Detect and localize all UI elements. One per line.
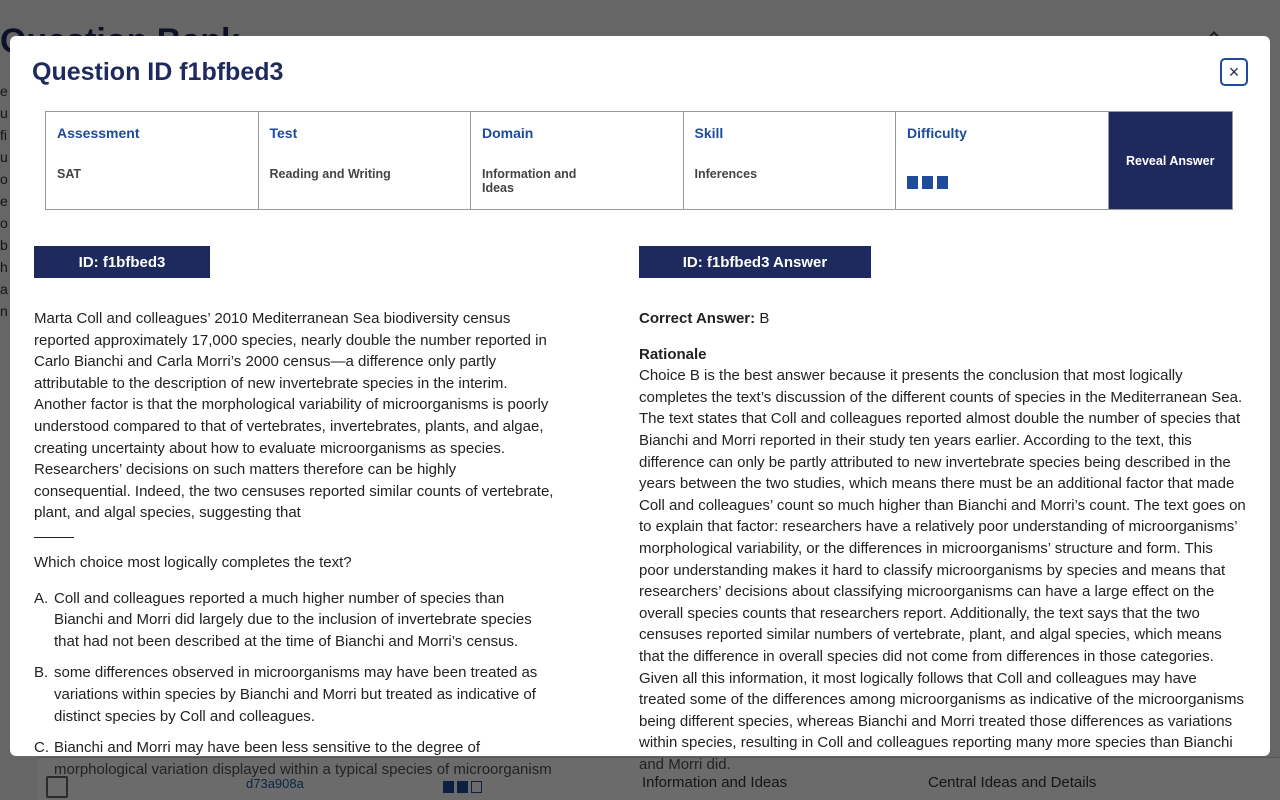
answer-blank [34,524,74,538]
difficulty-bars [907,176,948,189]
choice-letter: A. [34,589,49,607]
correct-answer-value: B [759,310,770,327]
meta-domain [471,112,684,209]
reveal-answer-button[interactable]: Reveal Answer [1109,112,1233,209]
modal-title: Question ID f1bfbed3 [32,58,284,86]
question-passage: Marta Coll and colleagues’ 2010 Mediterranean Sea biodiversity census reported approximately 17,000 species, nearly double the number reported in Carlo Bianchi and Carla Morri’s 2000 census—a difference only partly attributable to the description of new invertebrate species in the interim. Another factor is that the morphological variability of microorganisms is poorly understood compared to that of vertebrates, invertebrates, plants, and algae, creating uncertainty about how to evaluate microorganisms as species. Researchers’ decisions on such matters therefore can be highly consequential. Indeed, the two censuses reported similar counts of vertebrate, plant, and algal species, suggesting that [34,310,554,522]
difficulty-bar [907,176,918,189]
question-prompt: Which choice most logically completes the text? [34,553,352,571]
rationale-heading: Rationale [639,345,707,363]
answer-panel [639,308,1247,775]
close-icon: × [1228,61,1240,82]
meta-difficulty-label: Difficulty [907,125,967,141]
question-modal [10,36,1270,778]
meta-skill [684,112,897,209]
answer-id-banner: ID: f1bfbed3 Answer [639,246,871,278]
question-panel [34,308,554,790]
question-id-banner: ID: f1bfbed3 [34,246,210,278]
correct-answer [639,308,1247,330]
answer-choices [34,588,554,781]
choice-text: some differences observed in microorganisms may have been treated as variations within species by Bianchi and Morri but treated as indicative of distinct species by Coll and colleagues. [54,664,538,725]
difficulty-bar [937,176,948,189]
meta-skill-label: Skill [694,125,724,141]
meta-domain-value: Information and Ideas [482,167,577,195]
choice-a[interactable] [34,588,554,653]
difficulty-bar [922,176,933,189]
meta-test-value: Reading and Writing [269,167,391,181]
choice-letter: C. [34,739,49,757]
choice-text: Bianchi and Morri may have been less sensitive to the degree of morphological variation displayed within a typical species of microorganism [54,739,552,778]
meta-test-label: Test [269,125,298,141]
meta-assessment-value: SAT [57,167,82,181]
meta-skill-value: Inferences [694,167,758,181]
correct-answer-label: Correct Answer: [639,310,756,327]
choice-text: Coll and colleagues reported a much higher number of species than Bianchi and Morri did largely due to the inclusion of invertebrate species that had not been described at the time of Bianchi and Morri’s census. [54,589,532,650]
question-metadata-table [45,111,1233,210]
choice-letter: B. [34,664,49,682]
meta-assessment [46,112,259,209]
choice-b[interactable] [34,662,554,727]
meta-assessment-label: Assessment [57,125,140,141]
meta-difficulty [896,112,1109,209]
choice-c[interactable] [34,737,554,780]
close-button[interactable] [1220,58,1248,86]
rationale-text: Choice B is the best answer because it presents the conclusion that most logically completes the text’s discussion of the different counts of species in the Mediterranean Sea. The text states that Coll and colleagues reported almost double the number of species that Bianchi and Morri reported in their study ten years earlier. According to the text, this difference can only be partly attributed to new invertebrate species being described in the years between the two studies, which means there must be an additional factor that made Coll and colleagues’ count so much higher than Bianchi and Morri’s count. The text goes on to explain that factor: researchers have a relatively poor understanding of microorganisms’ morphological variability, or the differences in microorganisms’ structure and form. This poor understanding makes it hard to classify microorganisms by species and means that researchers’ decisions about classifying microorganisms can have a large effect on the overall species counts that researchers report. Additionally, the text says that the two censuses reported similar numbers of vertebrate, plant, and algal species, which means that the difference in overall species did not come from differences in those categories. Given all this information, it most logically follows that Coll and colleagues may have treated some of the differences among microorganisms as indicative of the microorganisms being different species, whereas Bianchi and Morri treated those differences as variations within species, resulting in Coll and colleagues reporting many more species than Bianchi and Morri did. [639,367,1246,773]
meta-domain-label: Domain [482,125,534,141]
meta-test [259,112,472,209]
